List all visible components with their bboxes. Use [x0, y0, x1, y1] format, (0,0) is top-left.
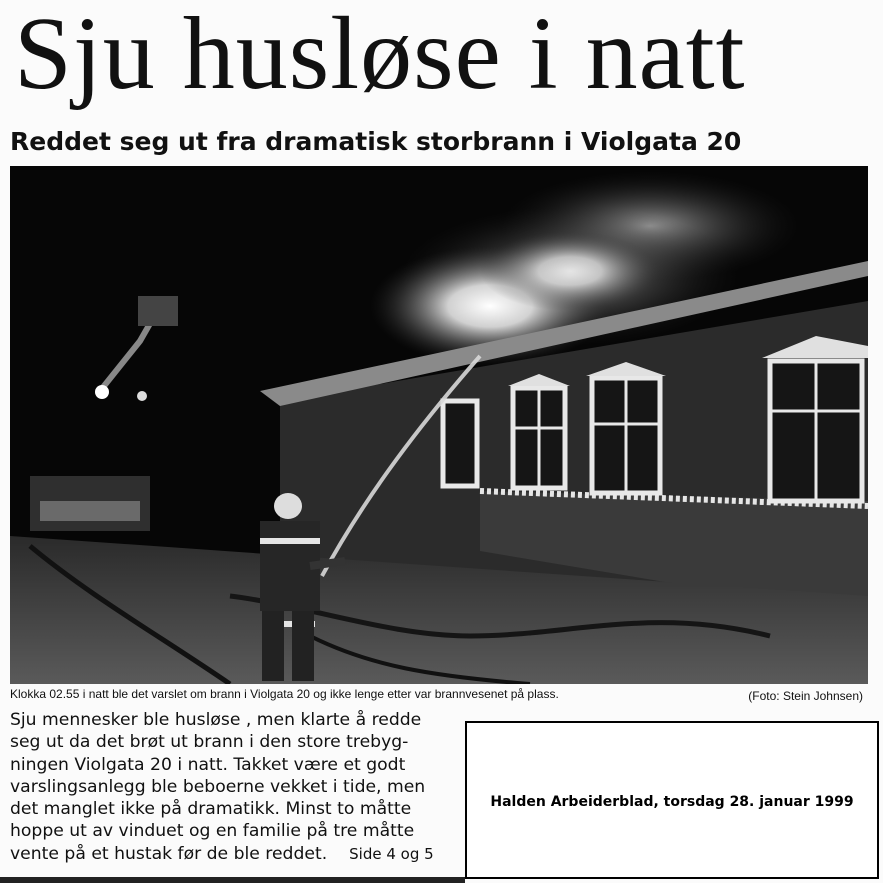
photo-caption: Klokka 02.55 i natt ble det varslet om brann i Violgata 20 og ikke lenge etter var brannvesenet på plass. — [10, 687, 559, 701]
article-line: vente på et hustak før de ble reddet. — [10, 843, 328, 864]
article-line: varslingsanlegg ble beboerne vekket i tide, men — [10, 776, 426, 797]
article-line: hoppe ut av vinduet og en familie på tre måtte — [10, 821, 415, 842]
article-line: det manglet ikke på dramatikk. Minst to måtte — [10, 799, 412, 820]
article-line: seg ut da det brøt ut brann i den store trebyg- — [10, 732, 409, 753]
page-reference: Side 4 og 5 — [349, 844, 434, 863]
subheadline: Reddet seg ut fra dramatisk storbrann i Violgata 20 — [10, 127, 742, 156]
fire-photo — [10, 166, 868, 684]
source-text: Halden Arbeiderblad, torsdag 28. januar 1999 — [490, 794, 854, 810]
footer-rule — [0, 877, 465, 883]
headline: Sju husløse i natt — [14, 0, 746, 111]
photo-credit: (Foto: Stein Johnsen) — [748, 689, 863, 703]
article-last-line — [10, 843, 458, 865]
article-line: ningen Violgata 20 i natt. Takket være et godt — [10, 754, 406, 775]
article-line: Sju mennesker ble husløse , men klarte å redde — [10, 710, 422, 730]
source-box — [465, 721, 879, 879]
article-body — [10, 709, 458, 865]
